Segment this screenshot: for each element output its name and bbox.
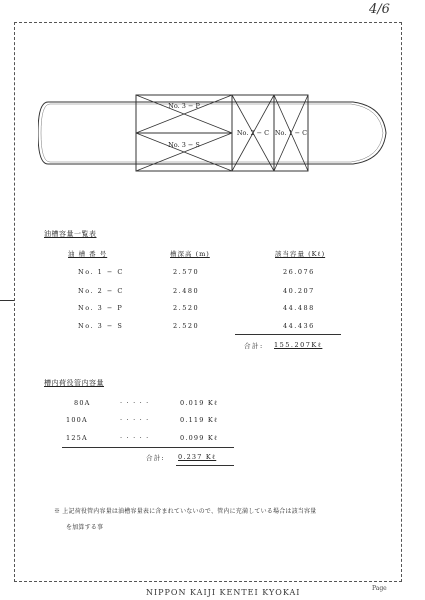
footer-org: NIPPON KAIJI KENTEI KYOKAI [146, 588, 301, 597]
pipe-row-dots: · · · · · [120, 399, 150, 407]
tank-row-capacity: 44.488 [283, 304, 315, 312]
tank-total-label: 合計: [244, 342, 264, 350]
note-line-2: を加算する事 [66, 524, 104, 531]
tank-row-name: No. 3 − S [78, 322, 124, 330]
pipe-total-rule [62, 447, 234, 448]
pipe-total-double-rule [176, 465, 234, 466]
pipe-total-value: 0.237 Kℓ [178, 453, 217, 461]
label-no3s: No. 3 − S [168, 141, 200, 149]
tank-total-rule [235, 334, 341, 335]
pipe-row-value: 0.099 Kℓ [180, 434, 219, 442]
tank-row-name: No. 1 − C [78, 268, 124, 276]
header-depth: 槽深高 (m) [170, 250, 210, 258]
pipe-row-size: 80A [74, 399, 91, 407]
tank-total-value: 155.207Kℓ [274, 341, 323, 349]
pipe-row-value: 0.019 Kℓ [180, 399, 219, 407]
tank-row-depth: 2.480 [173, 287, 200, 295]
tank-table-title: 油槽容量一覧表 [44, 230, 97, 238]
tank-row-capacity: 26.076 [283, 268, 315, 276]
label-no2c: No. 2 − C [236, 129, 270, 137]
tank-row-capacity: 40.207 [283, 287, 315, 295]
tank-row-depth: 2.520 [173, 304, 200, 312]
pipe-row-dots: · · · · · [120, 416, 150, 424]
page-corner-note: 4/6 [369, 2, 390, 17]
header-tank-number: 油 槽 番 号 [68, 250, 108, 258]
pipe-table-title: 槽内荷役管内容量 [44, 379, 104, 387]
pipe-row-size: 100A [66, 416, 88, 424]
pipe-total-label: 合計: [146, 454, 165, 462]
left-margin-mark [0, 300, 14, 301]
pipe-row-dots: · · · · · [120, 434, 150, 442]
tank-row-name: No. 3 − P [78, 304, 124, 312]
tank-row-depth: 2.520 [173, 322, 200, 330]
pipe-row-value: 0.119 Kℓ [180, 416, 219, 424]
label-no1c: No. 1 − C [274, 129, 308, 137]
note-line-1: ※ 上記荷役管内容量は油槽容量表に含まれていないので、管内に充満している場合は該当容量 [54, 508, 317, 515]
tank-row-depth: 2.570 [173, 268, 200, 276]
header-capacity: 該当容量 (Kℓ) [275, 250, 326, 258]
tank-row-capacity: 44.436 [283, 322, 315, 330]
label-no3p: No. 3 − P [168, 102, 200, 110]
tank-row-name: No. 2 − C [78, 287, 124, 295]
tank-diagram [38, 92, 388, 174]
footer-page-label: Page [372, 585, 387, 592]
pipe-row-size: 125A [66, 434, 88, 442]
